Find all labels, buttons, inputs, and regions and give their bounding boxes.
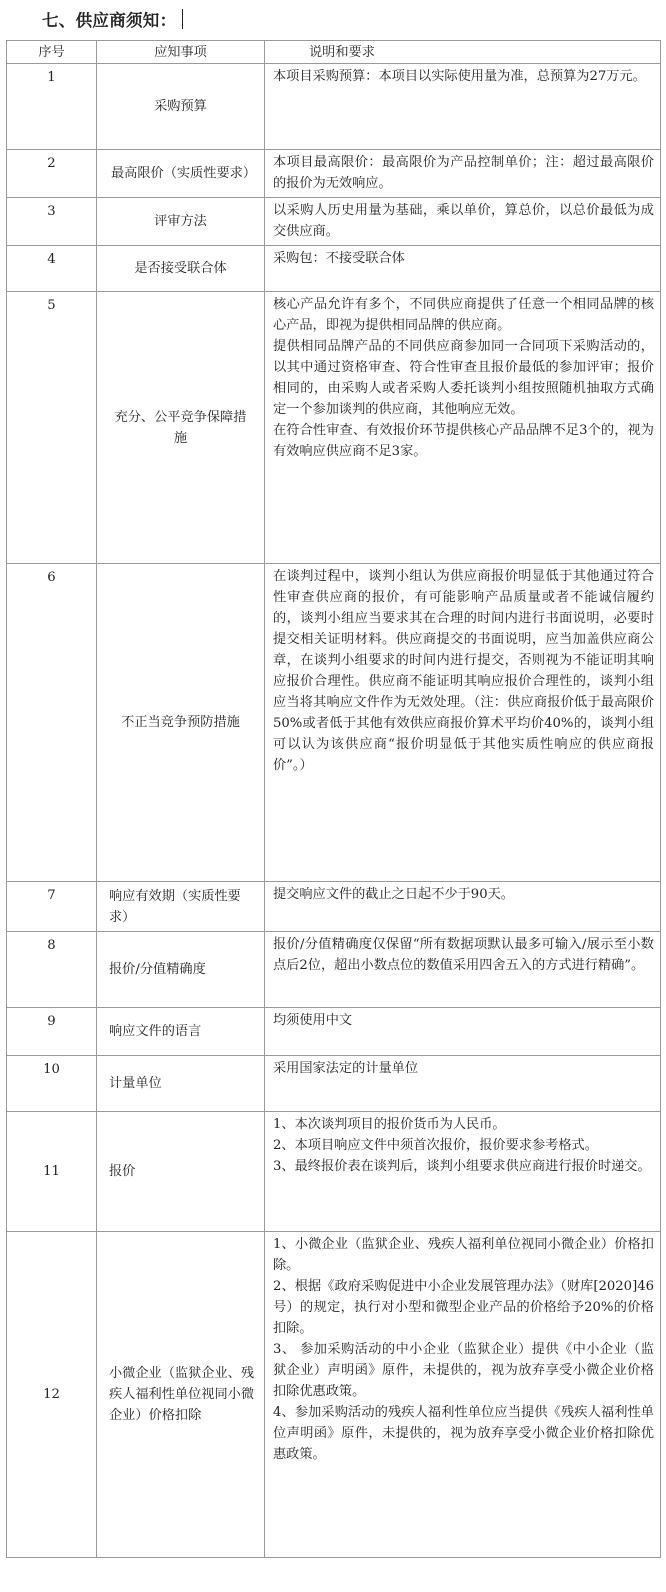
table-row — [7, 1056, 661, 1112]
desc-paragraph: 采用国家法定的计量单位 — [273, 1061, 419, 1076]
table-header-row — [7, 41, 661, 64]
section-heading — [42, 6, 183, 32]
row-desc — [265, 150, 661, 198]
row-desc — [265, 932, 661, 1008]
desc-paragraph: 1、本次谈判项目的报价货币为人民币。 — [273, 1117, 506, 1132]
row-desc — [265, 1232, 661, 1558]
table-row — [7, 150, 661, 198]
desc-paragraph: 在谈判过程中，谈判小组认为供应商报价明显低于其他通过符合性审查供应商的报价，有可能影响产品质量或者不能诚信履约的，谈判小组应当要求其在合理的时间内进行书面说明，必要时提交相关证明材料。供应商提交的书面说明，应当加盖供应商公章，在谈判小组要求的时间内进行提交，否则视为不能证明其响应报价合理性。供应商不能证明其响应报价合理性的，谈判小组应当将其响应文件作为无效处理。（注：供应商报价低于最高限价50%或者低于其他有效供应商报价算术平均价40%的，谈判小组可以认为该供应商“报价明显低于其他实质性响应的供应商报价”。） — [273, 569, 654, 773]
desc-paragraph: 4、参加采购活动的残疾人福利性单位应当提供《残疾人福利性单位声明函》原件，未提供的，视为放弃享受小微企业价格扣除优惠政策。 — [273, 1405, 654, 1462]
row-number: 6 — [7, 564, 97, 882]
row-item: 评审方法 — [97, 198, 265, 246]
header-no: 序号 — [7, 41, 97, 64]
row-desc — [265, 292, 661, 564]
desc-paragraph: 报价/分值精确度仅保留“所有数据项默认最多可输入/展示至小数点后2位，超出小数点位的数值采用四舍五入的方式进行精确”。 — [273, 937, 654, 973]
row-number: 4 — [7, 246, 97, 292]
row-item: 计量单位 — [97, 1056, 265, 1112]
row-number: 8 — [7, 932, 97, 1008]
desc-paragraph: 以采购人历史用量为基础，乘以单价，算总价，以总价最低为成交供应商。 — [273, 203, 654, 239]
row-item: 是否接受联合体 — [97, 246, 265, 292]
desc-paragraph: 提交响应文件的截止之日起不少于90天。 — [273, 887, 514, 902]
table-row — [7, 64, 661, 150]
row-number: 5 — [7, 292, 97, 564]
text-cursor — [182, 9, 183, 29]
row-item: 报价/分值精确度 — [97, 932, 265, 1008]
table-row — [7, 292, 661, 564]
desc-paragraph: 核心产品允许有多个，不同供应商提供了任意一个相同品牌的核心产品，即视为提供相同品牌的供应商。 — [273, 297, 654, 333]
row-desc — [265, 882, 661, 932]
row-number: 9 — [7, 1008, 97, 1056]
header-desc: 说明和要求 — [265, 41, 661, 64]
row-desc — [265, 64, 661, 150]
row-item: 不正当竞争预防措施 — [97, 564, 265, 882]
row-desc — [265, 1008, 661, 1056]
table-row — [7, 246, 661, 292]
table-row — [7, 1008, 661, 1056]
row-number: 12 — [7, 1232, 97, 1558]
row-item: 报价 — [97, 1112, 265, 1232]
row-desc — [265, 564, 661, 882]
supplier-notice-table — [6, 40, 661, 1558]
row-desc — [265, 246, 661, 292]
desc-paragraph: 提供相同品牌产品的不同供应商参加同一合同项下采购活动的，以其中通过资格审查、符合性审查且报价最低的参加评审；报价相同的，由采购人或者采购人委托谈判小组按照随机抽取方式确定一个参加谈判的供应商，其他响应无效。 — [273, 339, 654, 417]
row-item: 响应文件的语言 — [97, 1008, 265, 1056]
desc-paragraph: 均须使用中文 — [273, 1013, 353, 1028]
row-desc — [265, 1056, 661, 1112]
table-row — [7, 932, 661, 1008]
desc-paragraph: 本项目采购预算：本项目以实际使用量为准，总预算为27万元。 — [273, 69, 646, 84]
row-number: 1 — [7, 64, 97, 150]
row-item: 响应有效期（实质性要求） — [97, 882, 265, 932]
row-item: 充分、公平竞争保障措施 — [97, 292, 265, 564]
table-row — [7, 564, 661, 882]
row-number: 3 — [7, 198, 97, 246]
row-number: 10 — [7, 1056, 97, 1112]
table-row — [7, 198, 661, 246]
header-item: 应知事项 — [97, 41, 265, 64]
desc-paragraph: 2、本项目响应文件中须首次报价，报价要求参考格式。 — [273, 1138, 598, 1153]
table-row — [7, 882, 661, 932]
desc-paragraph: 3、 参加采购活动的中小企业（监狱企业）提供《中小企业（监狱企业）声明函》原件，未提供的，视为放弃享受小微企业价格扣除优惠政策。 — [273, 1342, 654, 1399]
desc-paragraph: 采购包：不接受联合体 — [273, 251, 405, 266]
section-title: 七、供应商须知： — [42, 11, 177, 30]
desc-paragraph: 1、小微企业（监狱企业、残疾人福利单位视同小微企业）价格扣除。 — [273, 1237, 654, 1273]
table-row — [7, 1232, 661, 1558]
row-item: 采购预算 — [97, 64, 265, 150]
row-desc — [265, 1112, 661, 1232]
row-item: 最高限价（实质性要求） — [97, 150, 265, 198]
desc-paragraph: 2、根据《政府采购促进中小企业发展管理办法》（财库[2020]46号）的规定，执行对小型和微型企业产品的价格给予20%的价格扣除。 — [273, 1279, 654, 1336]
row-number: 11 — [7, 1112, 97, 1232]
row-item: 小微企业（监狱企业、残疾人福利性单位视同小微企业）价格扣除 — [97, 1232, 265, 1558]
desc-paragraph: 本项目最高限价：最高限价为产品控制单价；注：超过最高限价的报价为无效响应。 — [273, 155, 654, 191]
row-number: 2 — [7, 150, 97, 198]
desc-paragraph: 在符合性审查、有效报价环节提供核心产品品牌不足3个的，视为有效响应供应商不足3家。 — [273, 423, 654, 459]
row-desc — [265, 198, 661, 246]
desc-paragraph: 3、最终报价表在谈判后，谈判小组要求供应商进行报价时递交。 — [273, 1159, 651, 1174]
table-row — [7, 1112, 661, 1232]
row-number: 7 — [7, 882, 97, 932]
